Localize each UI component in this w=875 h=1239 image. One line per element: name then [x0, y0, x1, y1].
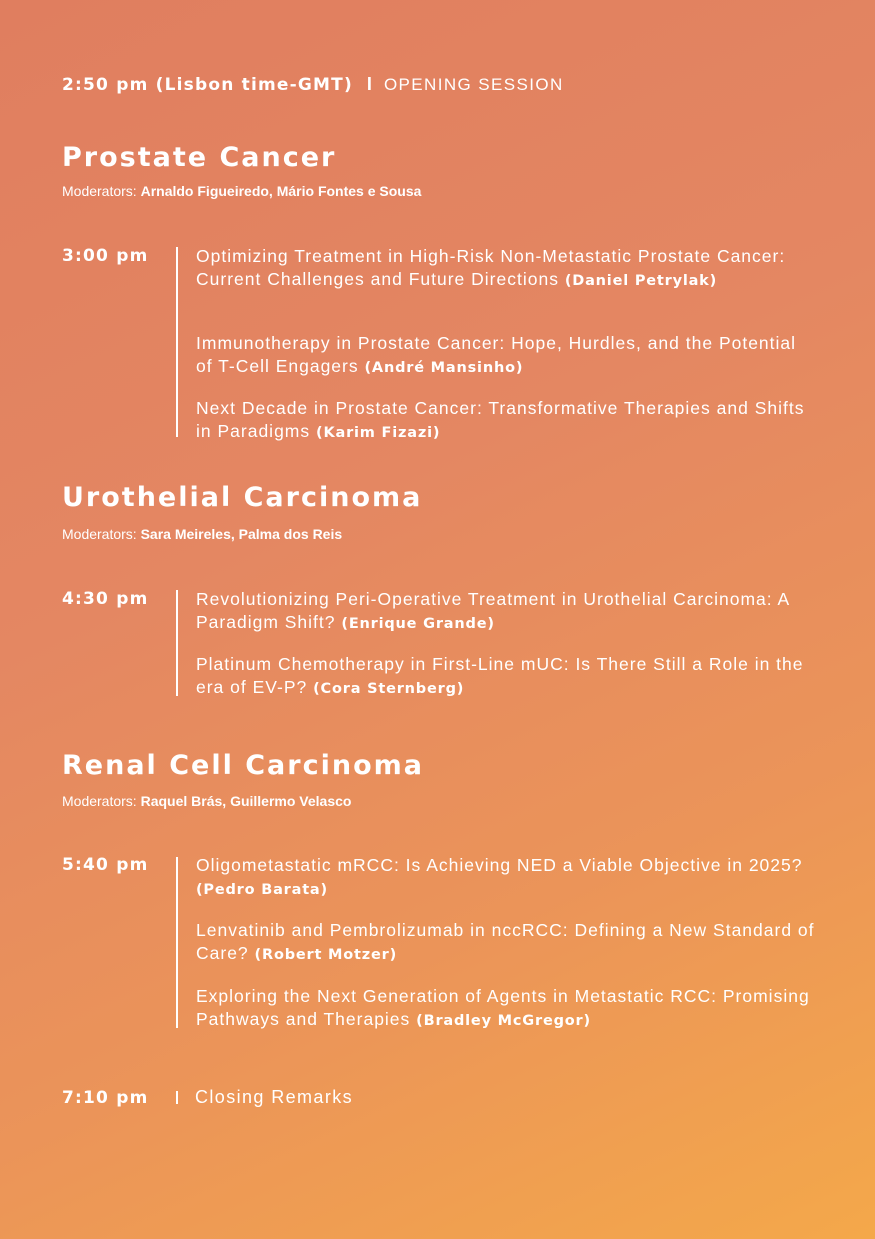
moderators-names: Arnaldo Figueiredo, Mário Fontes e Sousa [140, 183, 422, 199]
opening-time: 2:50 pm (Lisbon time-GMT) [62, 75, 353, 95]
talk-speaker: (Daniel Petrylak) [564, 272, 718, 289]
talk-speaker: (Karim Fizazi) [316, 424, 441, 441]
closing-label: Closing Remarks [195, 1087, 354, 1107]
talk-item [196, 653, 816, 700]
talk-title: Lenvatinib and Pembrolizumab in nccRCC: Defining a New Standard of Care? [196, 920, 815, 963]
talk-title: Optimizing Treatment in High-Risk Non-Metastatic Prostate Cancer: Current Challenges and Future Directions [196, 246, 786, 289]
talk-item [196, 332, 816, 379]
talk-item [196, 588, 816, 635]
talk-item [196, 245, 816, 292]
talk-title: Revolutionizing Peri-Operative Treatment in Urothelial Carcinoma: A Paradigm Shift? [196, 589, 790, 632]
section-title-urothelial: Urothelial Carcinoma [62, 482, 423, 513]
closing-time: 7:10 pm [62, 1088, 149, 1108]
moderators-label: Moderators: [62, 183, 137, 199]
talk-speaker: (Robert Motzer) [254, 946, 398, 963]
talk-speaker: (Enrique Grande) [341, 615, 495, 632]
slot-time-urothelial: 4:30 pm [62, 589, 149, 609]
moderators-renal [62, 793, 351, 809]
closing-separator [176, 1091, 178, 1104]
opening-session-line [62, 74, 564, 95]
talk-item [196, 919, 816, 966]
moderators-names: Raquel Brás, Guillermo Velasco [140, 793, 352, 809]
talk-speaker: (André Mansinho) [364, 359, 524, 376]
slot-time-renal: 5:40 pm [62, 855, 149, 875]
talk-title: Next Decade in Prostate Cancer: Transformative Therapies and Shifts in Paradigms [196, 398, 805, 441]
opening-separator: I [366, 74, 372, 94]
talk-speaker: (Cora Sternberg) [313, 680, 465, 697]
talk-title: Exploring the Next Generation of Agents in Metastatic RCC: Promising Pathways and Therapies [196, 986, 810, 1029]
talk-item [196, 985, 836, 1032]
moderators-names: Sara Meireles, Palma dos Reis [140, 526, 343, 542]
talk-item [196, 397, 816, 444]
opening-label: OPENING SESSION [383, 75, 564, 94]
talk-title: Platinum Chemotherapy in First-Line mUC: Is There Still a Role in the era of EV-P? [196, 654, 804, 697]
timeline-divider [176, 857, 178, 1028]
talk-title: Oligometastatic mRCC: Is Achieving NED a Viable Objective in 2025? [196, 855, 803, 875]
moderators-label: Moderators: [62, 793, 137, 809]
section-title-prostate: Prostate Cancer [62, 142, 337, 173]
talk-title: Immunotherapy in Prostate Cancer: Hope, Hurdles, and the Potential of T-Cell Engagers [196, 333, 797, 376]
talk-speaker: (Bradley McGregor) [416, 1012, 591, 1029]
timeline-divider [176, 590, 178, 696]
moderators-urothelial [62, 526, 342, 542]
talk-item [196, 854, 816, 901]
section-title-renal: Renal Cell Carcinoma [62, 750, 424, 781]
timeline-divider [176, 247, 178, 437]
slot-time-prostate: 3:00 pm [62, 246, 149, 266]
moderators-prostate [62, 183, 421, 199]
talk-speaker: (Pedro Barata) [196, 881, 328, 898]
moderators-label: Moderators: [62, 526, 137, 542]
